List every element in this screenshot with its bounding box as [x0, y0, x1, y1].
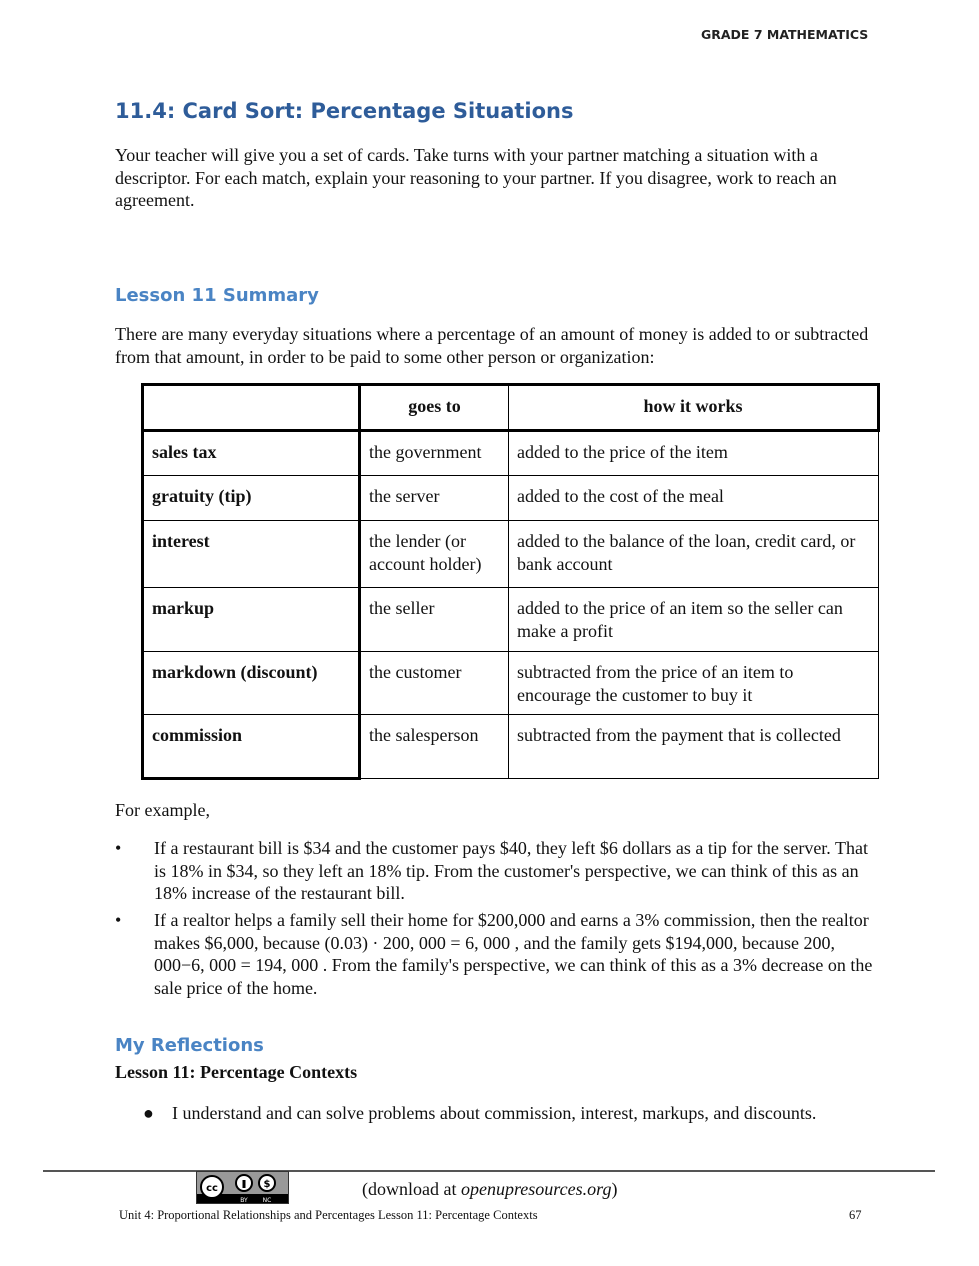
table-row: [143, 588, 879, 652]
percentage-table: [141, 383, 880, 780]
svg-text:NC: NC: [262, 1197, 272, 1203]
download-note: [362, 1179, 617, 1200]
cell: commission: [143, 715, 360, 779]
table-row: [143, 652, 879, 715]
example-label: For example,: [115, 800, 210, 820]
header-cell: how it works: [509, 385, 879, 431]
bullet-icon: ●: [143, 1103, 154, 1123]
table-row: [143, 521, 879, 588]
cell: added to the balance of the loan, credit card, or bank account: [509, 521, 879, 588]
page-number: 67: [849, 1208, 862, 1222]
footer-unit: Unit 4: Proportional Relationships and Percentages Lesson 11: Percentage Contexts: [119, 1208, 538, 1222]
reflections-title: My Reflections: [115, 1035, 264, 1056]
activity-text: Your teacher will give you a set of cards. Take turns with your partner matching a situation with a descriptor. For each match, explain your reasoning to your partner. If you disagree, work to reach an agreement.: [115, 145, 837, 210]
footer-divider: [43, 1170, 935, 1172]
cell: subtracted from the payment that is collected: [509, 715, 879, 779]
table-header-row: [143, 385, 879, 431]
example-bullet: [115, 909, 875, 999]
table-row: [143, 431, 879, 476]
table-row: [143, 476, 879, 521]
cell: the salesperson: [360, 715, 509, 779]
bullet-text: If a restaurant bill is $34 and the customer pays $40, they left $6 dollars as a tip for the server. That is 18% in $34, so they left an 18% tip. From the customer's perspective, we can think of this as an 18% increase of the restaurant bill.: [154, 838, 868, 903]
svg-text:$: $: [263, 1179, 271, 1190]
activity-title: 11.4: Card Sort: Percentage Situations: [115, 99, 574, 123]
download-suffix: ): [611, 1179, 618, 1199]
cell: the customer: [360, 652, 509, 715]
cell: markup: [143, 588, 360, 652]
cell: the government: [360, 431, 509, 476]
cell: interest: [143, 521, 360, 588]
download-link[interactable]: openupresources.org: [460, 1179, 612, 1199]
table-row: [143, 715, 879, 779]
cell: the server: [360, 476, 509, 521]
grade-header: GRADE 7 MATHEMATICS: [701, 27, 869, 42]
bullet-text: If a realtor helps a family sell their home for $200,000 and earns a 3% commission, then the realtor makes $6,000, because (0.03) · 200, 000 = 6, 000 , and the family gets $194,000, because 200, 000−6, 000 = 194, 000 . From the family's perspective, we can think of this as a 3% decrease on the sale price of the home.: [154, 910, 873, 998]
svg-text:cc: cc: [206, 1183, 218, 1194]
svg-text:BY: BY: [240, 1197, 248, 1203]
cell: added to the price of an item so the seller can make a profit: [509, 588, 879, 652]
summary-title: Lesson 11 Summary: [115, 285, 319, 306]
summary-intro: There are many everyday situations where a percentage of an amount of money is added to or subtracted from that amount, in order to be paid to some other person or organization:: [115, 324, 869, 367]
download-prefix: (download at: [362, 1179, 461, 1199]
cell: added to the price of the item: [509, 431, 879, 476]
reflection-text: I understand and can solve problems about commission, interest, markups, and discounts.: [172, 1103, 817, 1123]
example-bullet: [115, 837, 875, 905]
header-cell: [143, 385, 360, 431]
cc-license-icon: [196, 1171, 289, 1204]
bullet-icon: •: [115, 838, 122, 858]
cell: the seller: [360, 588, 509, 652]
bullet-icon: •: [115, 910, 122, 930]
cell: added to the cost of the meal: [509, 476, 879, 521]
cell: the lender (or account holder): [360, 521, 509, 588]
reflection-item: [143, 1102, 843, 1125]
cell: gratuity (tip): [143, 476, 360, 521]
reflections-lesson: Lesson 11: Percentage Contexts: [115, 1062, 358, 1082]
header-cell: goes to: [360, 385, 509, 431]
cell: markdown (discount): [143, 652, 360, 715]
cell: subtracted from the price of an item to encourage the customer to buy it: [509, 652, 879, 715]
cell: sales tax: [143, 431, 360, 476]
